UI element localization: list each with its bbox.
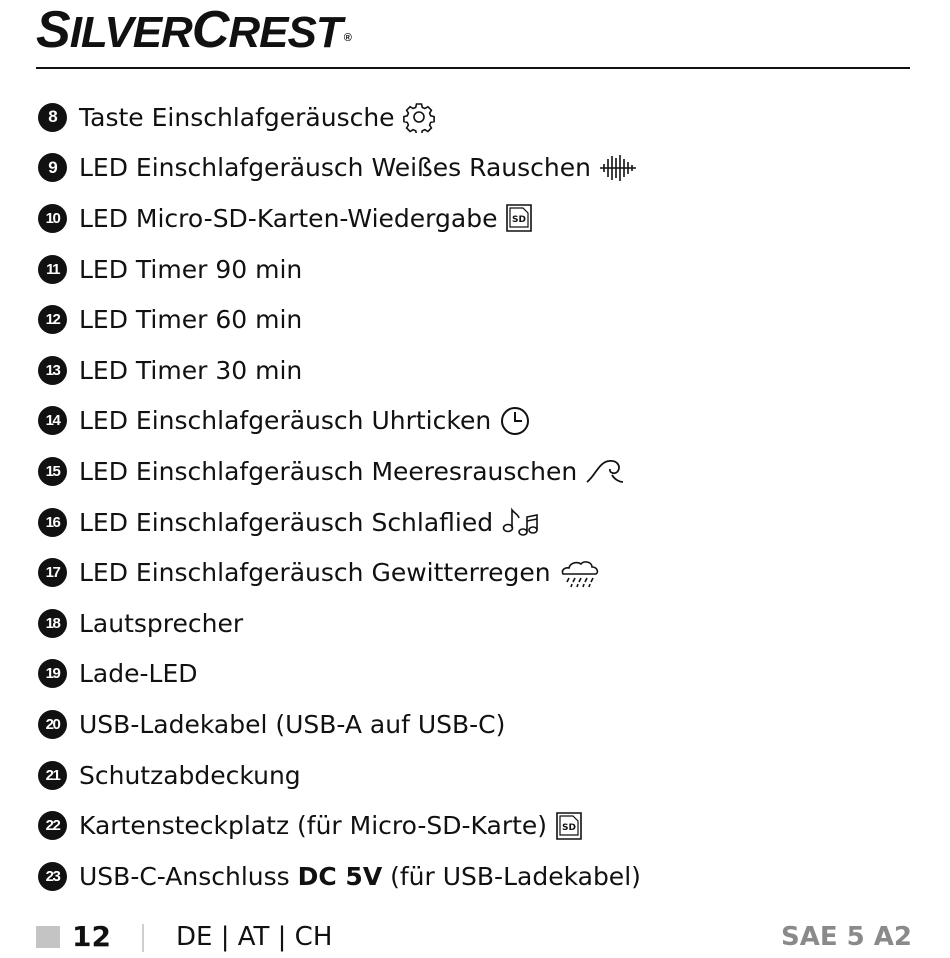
white-noise-icon (599, 153, 637, 183)
sd-card-icon (555, 811, 583, 841)
item-number: 20 (38, 710, 67, 739)
item-label: LED Timer 30 min (79, 355, 303, 385)
item-label: LED Einschlafgeräusch Weißes Rauschen (79, 153, 591, 183)
svg-text:SD: SD (512, 215, 527, 226)
list-item (38, 396, 918, 447)
item-label: USB-Ladekabel (USB-A auf USB-C) (79, 709, 506, 739)
item-number: 15 (38, 457, 67, 486)
clock-icon (499, 405, 531, 437)
rain-cloud-icon (559, 557, 601, 589)
item-number: 11 (38, 255, 67, 284)
item-number: 19 (38, 659, 67, 688)
item-label: LED Micro-SD-Karten-Wiedergabe (79, 203, 498, 233)
wave-icon (585, 456, 625, 486)
footer-square (36, 926, 60, 948)
list-item (38, 193, 918, 244)
list-item (38, 851, 918, 902)
item-label: LED Einschlafgeräusch Meeresrauschen (79, 456, 578, 486)
item-label: Taste Einschlafgeräusche (79, 102, 395, 132)
item-label: Lautsprecher (79, 608, 244, 638)
item-label: LED Timer 60 min (79, 305, 303, 335)
item-number: 9 (38, 153, 67, 182)
list-item (38, 446, 918, 497)
list-item (38, 699, 918, 750)
item-number: 22 (38, 811, 67, 840)
list-item (38, 294, 918, 345)
list-item (38, 547, 918, 598)
country-codes: DE | AT | CH (176, 922, 333, 952)
brand-logo: SILVERCREST ® (36, 1, 351, 59)
list-item (38, 143, 918, 194)
list-item (38, 649, 918, 700)
item-number: 12 (38, 305, 67, 334)
item-label-bold: DC 5V (297, 861, 383, 891)
page-number: 12 (72, 920, 111, 953)
list-item (38, 244, 918, 295)
item-label: LED Timer 90 min (79, 254, 303, 284)
item-number: 14 (38, 406, 67, 435)
item-number: 13 (38, 356, 67, 385)
model-number: SAE 5 A2 (780, 922, 912, 952)
item-number: 16 (38, 508, 67, 537)
header-rule (36, 67, 910, 69)
item-number: 10 (38, 204, 67, 233)
item-label: Schutzabdeckung (79, 760, 301, 790)
list-item (38, 92, 918, 143)
item-label: LED Einschlafgeräusch Gewitterregen (79, 558, 551, 588)
svg-text:SD: SD (562, 822, 577, 833)
item-number: 17 (38, 558, 67, 587)
sd-card-icon (505, 203, 533, 233)
parts-list (38, 92, 918, 902)
item-number: 18 (38, 609, 67, 638)
item-label: Kartensteckplatz (für Micro-SD-Karte) (79, 811, 548, 841)
list-item (38, 800, 918, 851)
item-label: USB-C-Anschluss DC 5V (für USB-Ladekabel) (79, 861, 641, 891)
list-item (38, 497, 918, 548)
gear-icon (403, 101, 435, 133)
item-label: LED Einschlafgeräusch Uhrticken (79, 406, 492, 436)
list-item (38, 345, 918, 396)
item-number: 21 (38, 761, 67, 790)
list-item (38, 598, 918, 649)
item-label: Lade-LED (79, 659, 198, 689)
footer-divider (142, 924, 144, 952)
list-item (38, 750, 918, 801)
item-label: LED Einschlafgeräusch Schlaflied (79, 507, 494, 537)
item-number: 8 (38, 103, 67, 132)
music-notes-icon (501, 506, 541, 538)
item-number: 23 (38, 862, 67, 891)
page-footer (36, 920, 912, 958)
